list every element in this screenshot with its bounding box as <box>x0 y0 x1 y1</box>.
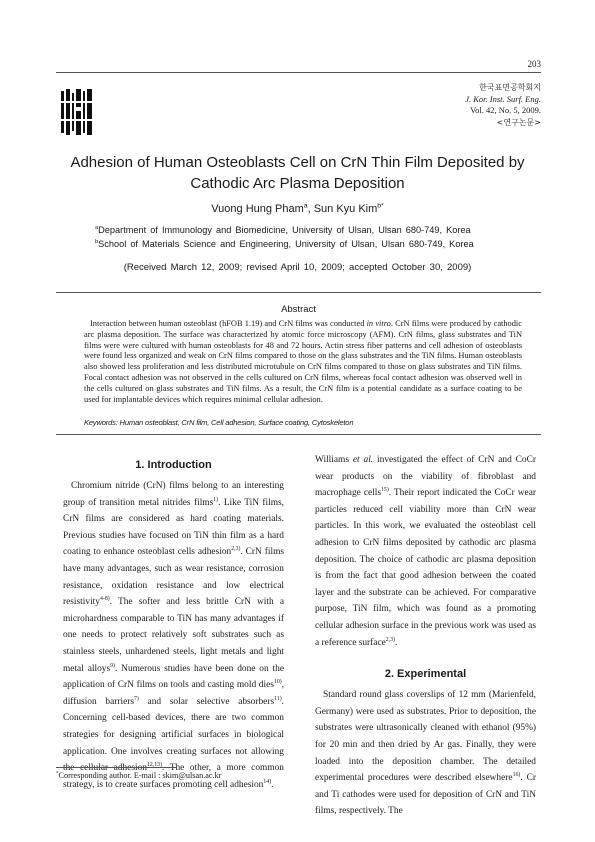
abstract-rule-top <box>56 292 541 293</box>
keywords: Keywords: Human osteoblast, CrN film, Cell adhesion, Surface coating, Cytoskeleton <box>84 418 354 427</box>
author-1-affiliation-mark: a <box>303 202 308 210</box>
journal-logo <box>61 89 92 135</box>
received-dates: (Received March 12, 2009; revised April 10, 2009; accepted October 30, 2009) <box>123 262 472 273</box>
paper-title <box>40 152 555 194</box>
text-run: . The softer and less brittle CrN with a microhardness comparable to TiN has many advantages if one needs to protect relatively soft substrates such as stainless steels, unhardened steels, light metals and light metal alloys <box>63 597 284 674</box>
abstract-heading: Abstract <box>281 304 316 315</box>
title-line-1: Adhesion of Human Osteoblasts Cell on CrN Thin Film Deposited by <box>70 154 525 171</box>
text-run: . <box>394 637 398 648</box>
footnote-text: Corresponding author. E-mail : skim@ulsan.ac.kr <box>58 771 222 780</box>
text-italic: et al. <box>352 455 374 465</box>
journal-abbreviation: J. Kor. Inst. Surf. Eng. <box>465 93 541 104</box>
citation: 15) <box>381 487 389 494</box>
citation: 11) <box>274 695 282 702</box>
text-run: . Numerous studies have been done on the application of CrN films on tools and casting mold dies <box>63 663 285 691</box>
section-heading-experimental: 2. Experimental <box>384 668 467 681</box>
page-number: 203 <box>527 59 541 69</box>
text-run: . CrN films have many advantages, such as wear resistance, corrosion resistance, oxidation resistance and low electrical resistivity <box>63 547 285 608</box>
affiliation-b <box>95 238 474 252</box>
citation: 10) <box>273 679 282 685</box>
abstract-text-cont: . CrN films were produced by cathodic arc plasma deposition. The surface was characterized by atomic force microscopy (AFM). CrN films, glass substrates and TiN films were were cultured with human osteoblasts for 48 and 72 hours. Actin stress fiber patterns and cell adhesion of osteoblasts were found less organized and weak on CrN films compared to those on the glass substrates and the TiN films. Human osteoblasts also showed less proliferation and less distributed microtubule on CrN films compared to those on glass substrates and TiN films. Focal contact adhesion was not observed in the cells cultured on CrN films, whereas focal contact adhesion was observed well in the cells cultured on glass substrates and TiN films. As a result, the CrN film is a potential candidate as a surface coating to be used for implantable devices which requires minimal cellular adhesion. <box>84 319 522 404</box>
author-list <box>40 203 555 215</box>
text-run: and solar selective absorbers <box>138 696 275 707</box>
affiliation-a <box>95 224 474 238</box>
citation: 2,3) <box>231 546 241 553</box>
left-column <box>63 452 284 793</box>
author-2-affiliation-mark: b* <box>377 202 384 210</box>
abstract-rule-bottom <box>56 434 541 435</box>
section-gap <box>315 651 536 661</box>
text-run: . The other, a more common strategy, is to create surfaces promoting cell adhesion <box>63 763 284 790</box>
title-line-2: Cathodic Arc Plasma Deposition <box>190 175 405 192</box>
text-run: Williams <box>315 455 353 465</box>
journal-korean-name: 한국표면공학회지 <box>479 83 541 92</box>
affiliation-b-text: School of Materials Science and Engineering, University of Ulsan, Ulsan 680-749, Korea <box>98 238 474 249</box>
abstract-text: Interaction between human osteoblast (hFOB 1.19) and CrN films was conducted <box>90 319 367 328</box>
text-run: . Cr and Ti cathodes were used for deposition of CrN and TiN films, respectively. The <box>315 773 536 817</box>
affiliations <box>95 224 474 251</box>
corresponding-author-footnote <box>56 771 221 780</box>
citation: 7) <box>134 695 139 702</box>
intro-paragraph <box>63 478 284 793</box>
citation: 1) <box>213 496 219 503</box>
journal-volume: Vol. 42, No. 5, 2009. <box>470 105 541 115</box>
citation: 14) <box>263 778 272 785</box>
citation: 16) <box>512 771 521 778</box>
text-run: Chromium nitride (CrN) films belong to an interesting group of transition metal nitrides films <box>63 481 284 508</box>
header-rule <box>56 72 541 73</box>
experimental-paragraph <box>315 687 536 820</box>
affiliation-b-mark: b <box>95 238 99 245</box>
abstract-body <box>84 319 522 405</box>
affiliation-a-mark: a <box>95 224 99 231</box>
section-heading-introduction: 1. Introduction <box>135 459 212 471</box>
author-1: Vuong Hung Pham <box>211 203 304 215</box>
article-type: <연구논문> <box>496 117 541 127</box>
intro-paragraph-continued <box>315 452 536 651</box>
footnote-mark: * <box>56 770 59 777</box>
journal-info <box>465 82 541 128</box>
citation: 2,3) <box>385 636 395 643</box>
text-run: investigated the effect of CrN and CoCr wear products on the viability of fibroblast and macrophage cells <box>315 455 536 499</box>
footnote-rule <box>56 767 176 768</box>
citation: 12,13) <box>147 761 163 768</box>
author-separator: , <box>307 203 314 215</box>
text-run: . <box>271 779 274 790</box>
text-run: . Concerning cell-based devices, there are two common strategies for designing artificial surfaces in biological application. One involves creating surfaces not allowing the cellular adhesion <box>63 696 285 774</box>
citation: 9) <box>110 662 115 669</box>
affiliation-a-text: Department of Immunology and Biomedicine, University of Ulsan, Ulsan 680-749, Korea <box>98 225 471 235</box>
text-run: , diffusion barriers <box>63 680 284 707</box>
citation: 4-8) <box>99 596 110 603</box>
text-run: . Like TiN films, CrN films are considered as hard coating materials. Previous studies have focused on TiN thin film as a hard coating to enhance osteoblast cells adhesion <box>63 497 284 558</box>
right-column <box>315 452 536 820</box>
abstract-italic: in vitro <box>366 319 391 328</box>
author-2: Sun Kyu Kim <box>313 203 378 215</box>
text-run: . Their report indicated the CoCr wear particles reduced cell viability more than CrN wear particles. In this work, we evaluated the osteoblast cell adhesion to CrN films deposited by cathodic arc plasma deposition. The choice of cathodic arc plasma deposition is from the fact that good adhesion between the coated layer and the substrate can be achieved. For comparative purpose, TiN film, which was found as a promoting cellular adhesion surface in the previous work was used as a reference surface <box>315 488 536 648</box>
text-run: Standard round glass coverslips of 12 mm (Marienfeld, Germany) were used as substrates. Prior to deposition, the substrates were ultrasonically cleaned with ethanol (95%) for 20 min and then dried by Ar gas. Finally, they were loaded into the deposition chamber. The detailed experimental procedures were described elsewhere <box>315 690 536 784</box>
